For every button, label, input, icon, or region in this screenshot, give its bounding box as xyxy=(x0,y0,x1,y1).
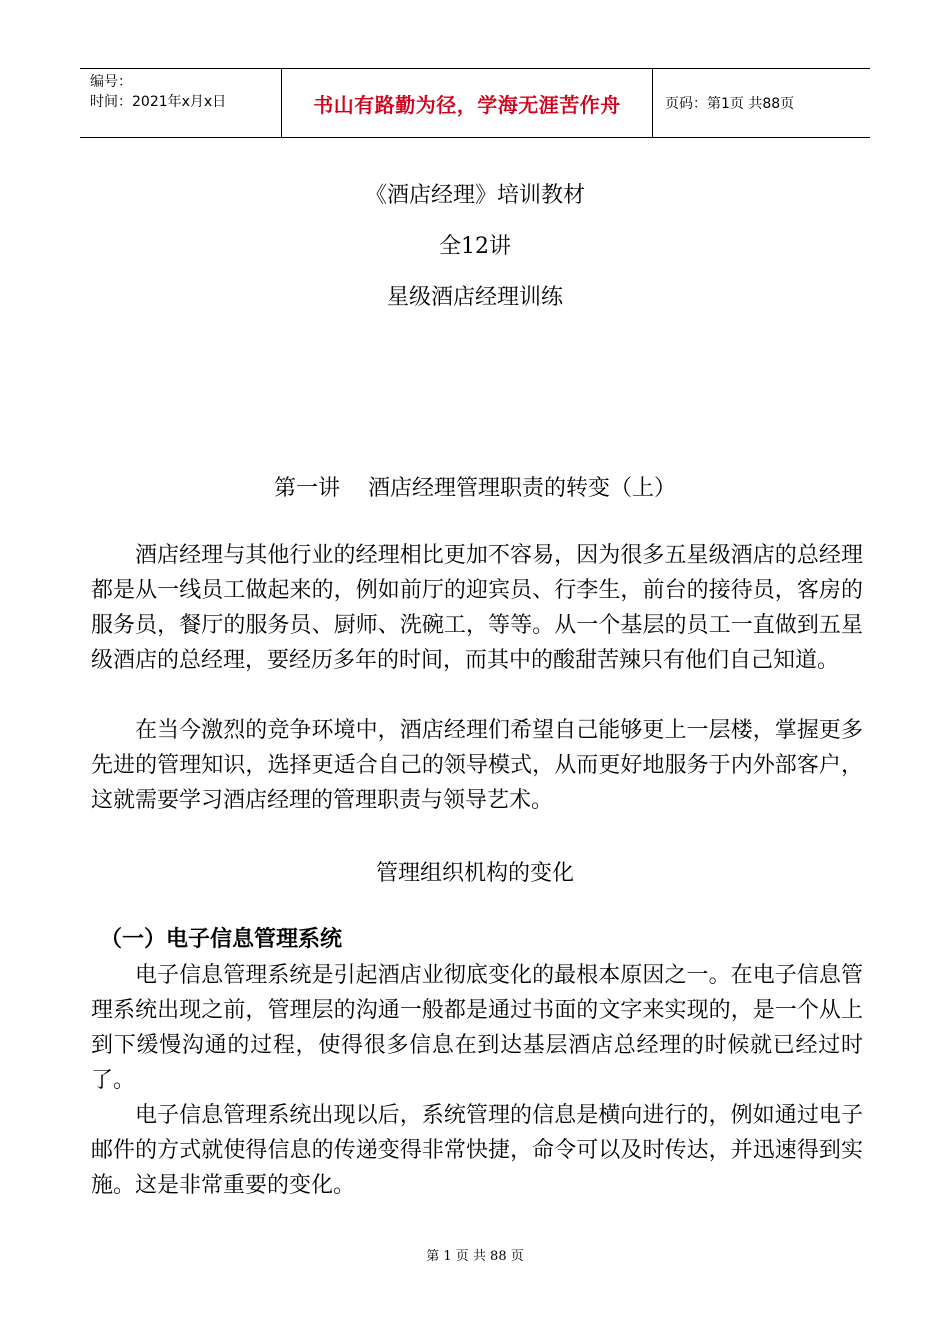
section-title: 管理组织机构的变化 xyxy=(375,861,574,886)
page-footer: 第 1 页 共 88 页 xyxy=(426,1249,524,1264)
header-motto: 书山有路勤为径，学海无涯苦作舟 xyxy=(282,69,653,137)
subsection-title: （一）电子信息管理系统 xyxy=(100,927,343,952)
paragraph-2: 在当今激烈的竞争环境中，酒店经理们希望自己能够更上一层楼，掌握更多先进的管理知识，选择更适合自己的领导模式，从而更好地服务于内外部客户，这就需要学习酒店经理的管理职责与领导艺术。 xyxy=(91,718,863,813)
paragraph-3: 电子信息管理系统是引起酒店业彻底变化的最根本原因之一。在电子信息管理系统出现之前，管理层的沟通一般都是通过书面的文字来实现的，是一个从上到下缓慢沟通的过程，使得很多信息在到达基层酒店总经理的时候就已经过时了。 xyxy=(91,963,863,1093)
paragraph-4: 电子信息管理系统出现以后，系统管理的信息是横向进行的，例如通过电子邮件的方式就使得信息的传递变得非常快捷，命令可以及时传达，并迅速得到实施。这是非常重要的变化。 xyxy=(91,1103,863,1198)
document-title: 《酒店经理》培训教材 xyxy=(364,183,585,208)
document-subtitle: 全12讲 xyxy=(439,234,511,259)
document-subtitle-2: 星级酒店经理训练 xyxy=(386,285,563,310)
header-page-info: 页码：第1页 共88页 xyxy=(665,96,795,112)
document-number-label: 编号： xyxy=(90,74,132,90)
document-date-label: 时间：2021年x月x日 xyxy=(90,94,227,110)
page-header xyxy=(80,68,870,138)
header-meta xyxy=(80,69,282,137)
lecture-title: 第一讲 酒店经理管理职责的转变（上） xyxy=(274,476,676,501)
paragraph-1: 酒店经理与其他行业的经理相比更加不容易，因为很多五星级酒店的总经理都是从一线员工做起来的，例如前厅的迎宾员、行李生，前台的接待员，客房的服务员，餐厅的服务员、厨师、洗碗工，等等。从一个基层的员工一直做到五星级酒店的总经理，要经历多年的时间，而其中的酸甜苦辣只有他们自己知道。 xyxy=(91,543,863,673)
